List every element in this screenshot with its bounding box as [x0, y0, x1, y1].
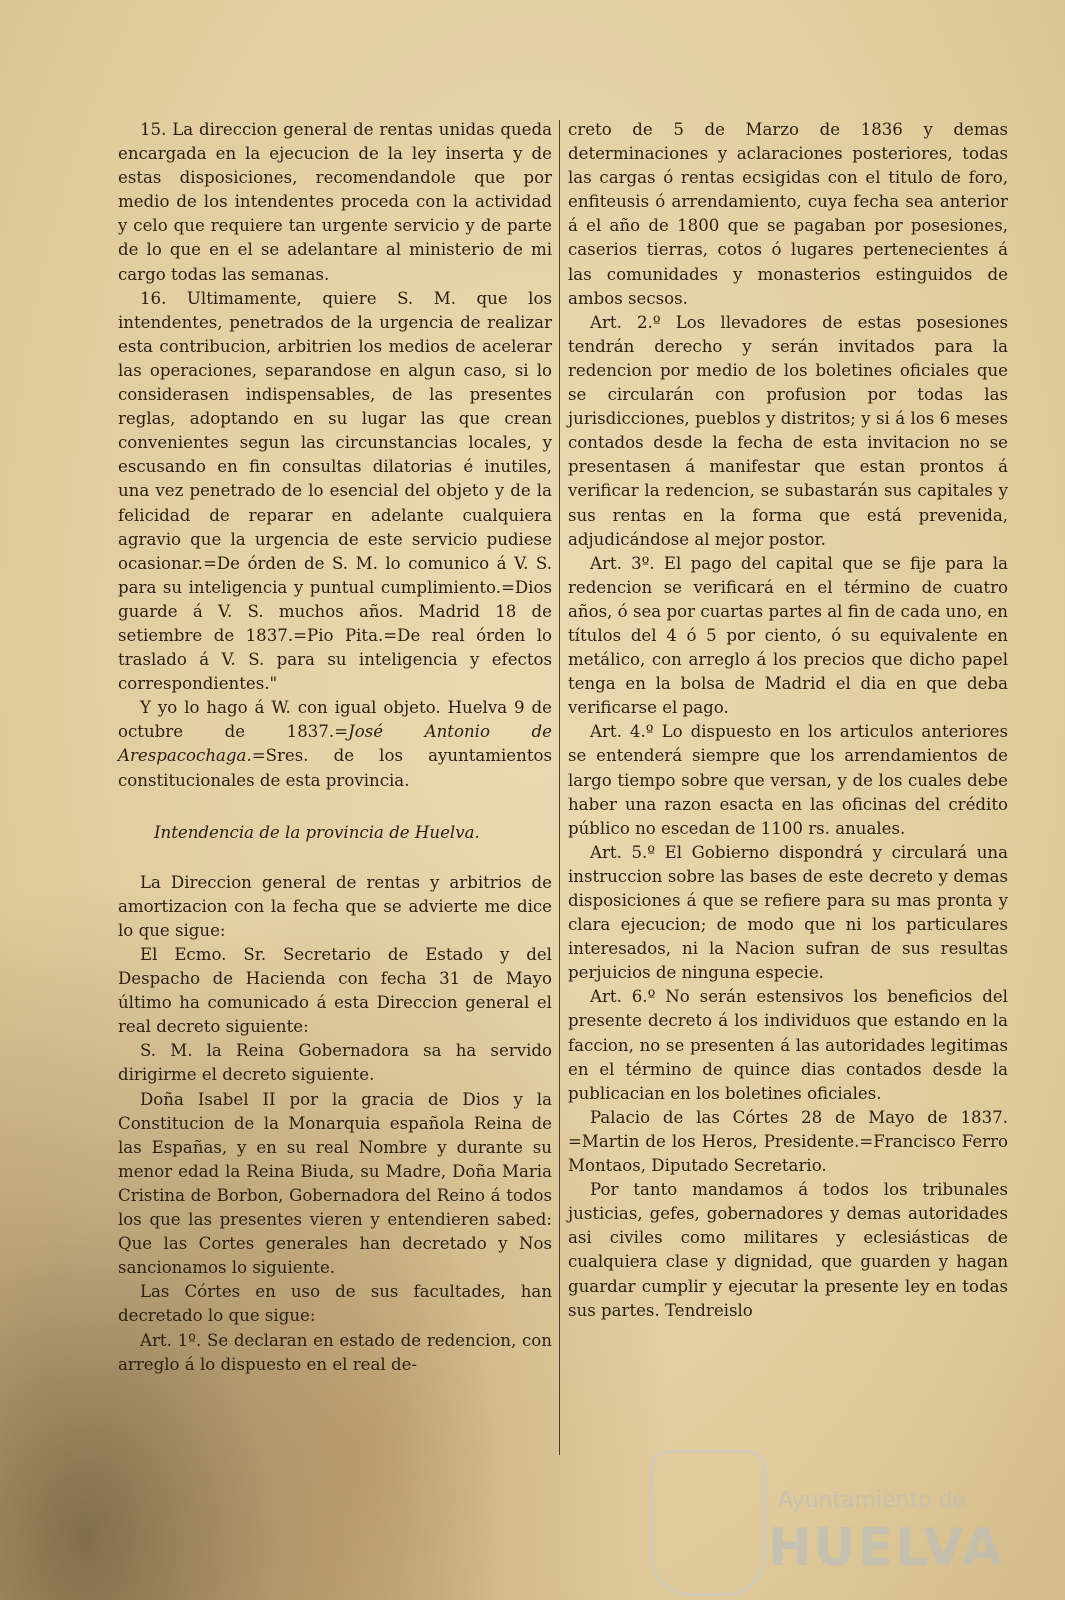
paragraph-palacio: Palacio de las Córtes 28 de Mayo de 1837. =Martin de los Heros, Presidente.=Francisco Ferro Montaos, Diputado Secretario.: [568, 1107, 1008, 1176]
left-column: [118, 118, 552, 1377]
paragraph-isabel: Doña Isabel II por la gracia de Dios y la Constitucion de la Monarquia española Reina de las Españas, y en su real Nombre y durante su menor edad la Reina Biuda, su Madre, Doña Maria Cristina de Borbon, Gobernadora del Reino á todos los que las presentes vieren y entendieren sabed: Que las Cortes generales han decretado y Nos sancionamos lo siguiente.: [118, 1089, 552, 1278]
paragraph-art-5: Art. 5.º El Gobierno dispondrá y circulará una instruccion sobre las bases de este decreto y demas disposiciones á que se refiere para su mas pronta y clara ejecucion; de modo que ni los particulares interesados, ni la Nacion sufran de sus resultas perjuicios de ninguna especie.: [568, 842, 1008, 983]
paragraph-cortes: Las Córtes en uso de sus facultades, han decretado lo que sigue:: [118, 1282, 552, 1326]
signature-arespacochaga: José Antonio de Arespacochaga.: [118, 722, 552, 766]
paragraph-15: 15. La direccion general de rentas unidas queda encargada en la ejecucion de la ley inserta y de estas disposiciones, recomendandole que por medio de los intendentes proceda con la actividad y celo que requiere tan urgente servicio y de parte de lo que en el se adelantare al ministerio de mi cargo todas las semanas.: [118, 120, 552, 284]
watermark-line1: Ayuntamiento de: [778, 1488, 967, 1513]
city-seal-icon: [650, 1450, 766, 1596]
column-divider: [559, 120, 560, 1455]
paragraph-huelva-transfer: [118, 696, 552, 792]
section-heading: Intendencia de la provincia de Huelva.: [154, 822, 480, 842]
watermark-logo: [650, 1450, 1040, 1600]
paragraph-art-2: Art. 2.º Los llevadores de estas posesiones tendrán derecho y serán invitados para la redencion por medio de los boletines oficiales que se circularán con profusion por todas las jurisdicciones, pueblos y distritos; y si á los 6 meses contados desde la fecha de esta invitacion no se presentasen á manifestar que estan prontos á verificar la redencion, se subastarán sus capitales y sus rentas en la forma que está prevenida, adjudicándose al mejor postor.: [568, 312, 1008, 549]
paragraph-secretario: El Ecmo. Sr. Secretario de Estado y del Despacho de Hacienda con fecha 31 de Mayo último ha comunicado á esta Direccion general el real decreto siguiente:: [118, 945, 552, 1037]
watermark-line2: HUELVA: [768, 1518, 1005, 1578]
transfer-recipients: =Sres. de los ayuntamientos constitucionales de esta provincia.: [118, 746, 552, 790]
paragraph-16: 16. Ultimamente, quiere S. M. que los intendentes, penetrados de la urgencia de realizar esta contribucion, arbitrien los medios de acelerar las operaciones, separandose en algun caso, si lo considerasen indispensables, de las presentes reglas, adoptando en su lugar las que crean convenientes segun las circunstancias locales, y escusando en fin consultas dilatorias é inutiles, una vez penetrado de lo esencial del objeto y de la felicidad de reparar en adelante cualquiera agravio que la urgencia de este servicio pudiese ocasionar.=De órden de S. M. lo comunico á V. S. para su inteligencia y puntual cumplimiento.=Dios guarde á V. S. muchos años. Madrid 18 de setiembre de 1837.=Pio Pita.=De real órden lo traslado á V. S. para su inteligencia y efectos correspondientes.": [118, 288, 552, 694]
paragraph-art-4: Art. 4.º Lo dispuesto en los articulos anteriores se entenderá siempre que los arrendamientos de largo tiempo sobre que versan, y de los cuales debe haber una razon esacta en las oficinas del crédito público no escedan de 1100 rs. anuales.: [568, 722, 1008, 838]
paragraph-art-1-cont: creto de 5 de Marzo de 1836 y demas determinaciones y aclaraciones posteriores, todas las cargas ó rentas ecsigidas con el titulo de foro, enfiteusis ó arrendamiento, cuya fecha sea anterior á el año de 1800 que se pagaban por posesiones, caserios tierras, cotos ó lugares pertenecientes á las comunidades y monasterios estinguidos de ambos secsos.: [568, 120, 1008, 308]
transfer-text: Y yo lo hago á W. con igual objeto. Huelva 9 de octubre de 1837.=: [118, 698, 552, 742]
right-column: [568, 118, 1008, 1323]
paragraph-art-3: Art. 3º. El pago del capital que se fije para la redencion se verificará en el término de cuatro años, ó sea por cuartas partes al fin de cada uno, en títulos del 4 ó 5 por ciento, ó su equivalente en metálico, con arreglo á los precios que dicho papel tenga en la bolsa de Madrid el dia en que deba verificarse el pago.: [568, 553, 1008, 718]
paragraph-art-6: Art. 6.º No serán estensivos los beneficios del presente decreto á los individuos que estando en la faccion, no se presenten á las autoridades legitimas en el término de quince dias contados desde la publicacian en los boletines oficiales.: [568, 987, 1008, 1103]
paragraph-reina: S. M. la Reina Gobernadora sa ha servido dirigirme el decreto siguiente.: [118, 1041, 552, 1085]
paragraph-art-1: Art. 1º. Se declaran en estado de redencion, con arreglo á lo dispuesto en el real de-: [118, 1330, 552, 1374]
paragraph-direccion: La Direccion general de rentas y arbitrios de amortizacion con la fecha que se advierte me dice lo que sigue:: [118, 872, 552, 940]
paragraph-por-tanto: Por tanto mandamos á todos los tribunales justicias, gefes, gobernadores y demas autoridades asi civiles como militares y eclesiásticas de cualquiera clase y dignidad, que guarden y hagan guardar cumplir y ejecutar la presente ley en todas sus partes. Tendreislo: [568, 1180, 1008, 1320]
